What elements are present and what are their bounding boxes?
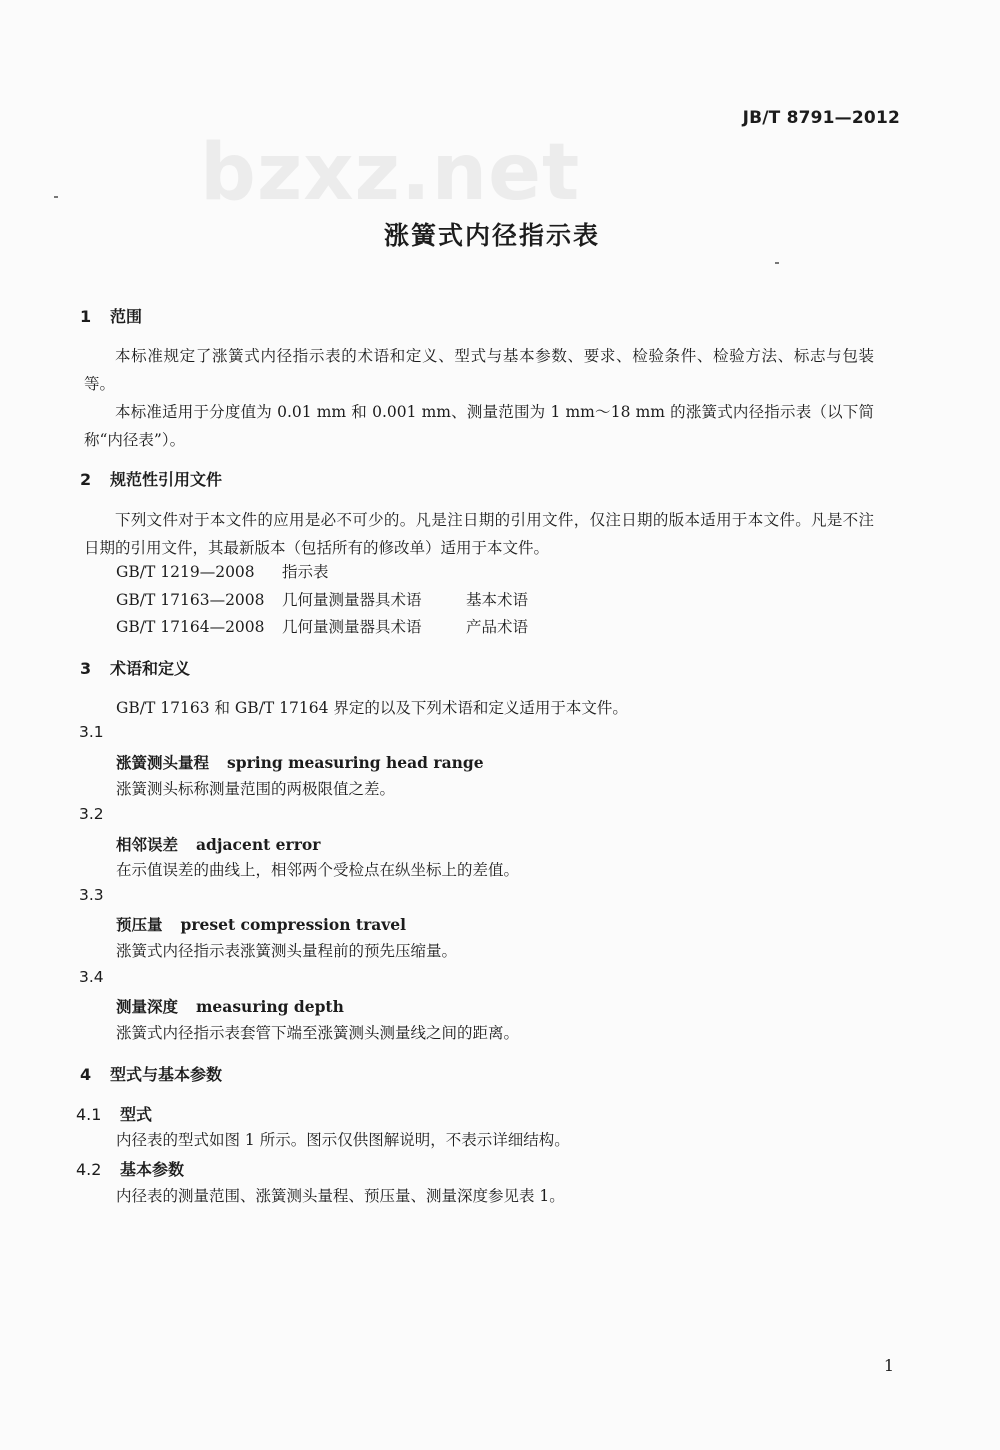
term-number: 3.1 xyxy=(79,723,104,741)
term-heading xyxy=(116,913,406,935)
subsection-number: 4.2 xyxy=(76,1160,102,1179)
reference-code: GB/T 17163—2008 xyxy=(116,591,265,609)
watermark: bzxz.net xyxy=(200,128,581,218)
term-en: adjacent error xyxy=(196,835,321,854)
reference-item xyxy=(116,586,528,614)
section-1-paragraph-2: 本标准适用于分度值为 0.01 mm 和 0.001 mm、测量范围为 1 mm～18 mm 的涨簧式内径指示表（以下简称“内径表”）。 xyxy=(84,403,874,449)
reference-subtitle: 基本术语 xyxy=(466,591,529,609)
subsection-number: 4.1 xyxy=(76,1105,102,1124)
term-number: 3.4 xyxy=(79,968,104,986)
reference-code: GB/T 1219—2008 xyxy=(116,563,255,581)
section-1-paragraph-1: 本标准规定了涨簧式内径指示表的术语和定义、型式与基本参数、要求、检验条件、检验方法、标志与包装等。 xyxy=(84,347,874,393)
section-number: 2 xyxy=(80,470,92,489)
page-number: 1 xyxy=(883,1356,894,1375)
subsection-4-1-text: 内径表的型式如图 1 所示。图示仅供图解说明，不表示详细结构。 xyxy=(116,1131,570,1149)
term-en: measuring depth xyxy=(196,997,344,1016)
reference-code: GB/T 17164—2008 xyxy=(116,618,265,636)
reference-title: 几何量测量器具术语 xyxy=(282,618,422,636)
section-title: 范围 xyxy=(110,307,143,326)
term-en: spring measuring head range xyxy=(227,753,484,772)
scan-speck xyxy=(775,262,779,264)
section-title: 规范性引用文件 xyxy=(110,470,223,489)
reference-item xyxy=(116,558,466,586)
reference-title: 几何量测量器具术语 xyxy=(282,591,422,609)
section-3-intro: GB/T 17163 和 GB/T 17164 界定的以及下列术语和定义适用于本文件。 xyxy=(116,699,628,717)
document-title: 涨簧式内径指示表 xyxy=(383,221,600,250)
term-number: 3.2 xyxy=(79,805,104,823)
subsection-4-2-text: 内径表的测量范围、涨簧测头量程、预压量、测量深度参见表 1。 xyxy=(116,1187,565,1205)
section-1-heading xyxy=(80,304,142,327)
term-definition: 在示值误差的曲线上，相邻两个受检点在纵坐标上的差值。 xyxy=(116,861,520,879)
section-2-intro: 下列文件对于本文件的应用是必不可少的。凡是注日期的引用文件，仅注日期的版本适用于本文件。凡是不注日期的引用文件，其最新版本（包括所有的修改单）适用于本文件。 xyxy=(84,511,874,557)
term-zh: 涨簧测头量程 xyxy=(116,754,210,772)
section-number: 1 xyxy=(80,307,92,326)
term-heading xyxy=(116,833,320,855)
term-definition: 涨簧式内径指示表套管下端至涨簧测头测量线之间的距离。 xyxy=(116,1024,520,1042)
section-number: 4 xyxy=(80,1065,92,1084)
section-title: 型式与基本参数 xyxy=(110,1065,223,1084)
standard-code: JB/T 8791—2012 xyxy=(742,108,900,128)
subsection-title: 基本参数 xyxy=(120,1160,185,1179)
term-heading xyxy=(116,995,344,1017)
section-3-heading xyxy=(80,656,190,679)
term-definition: 涨簧式内径指示表涨簧测头量程前的预先压缩量。 xyxy=(116,942,458,960)
term-heading xyxy=(116,751,484,773)
term-zh: 测量深度 xyxy=(116,998,179,1016)
scan-speck xyxy=(54,196,58,198)
reference-item xyxy=(116,613,528,641)
term-definition: 涨簧测头标称测量范围的两极限值之差。 xyxy=(116,780,396,798)
section-number: 3 xyxy=(80,659,92,678)
subsection-title: 型式 xyxy=(120,1105,153,1124)
reference-subtitle: 产品术语 xyxy=(466,618,529,636)
term-number: 3.3 xyxy=(79,886,104,904)
term-zh: 预压量 xyxy=(116,916,163,934)
section-title: 术语和定义 xyxy=(110,659,191,678)
term-zh: 相邻误差 xyxy=(116,836,179,854)
reference-title: 指示表 xyxy=(282,563,329,581)
subsection-4-1-heading xyxy=(76,1102,152,1125)
section-4-heading xyxy=(80,1062,222,1085)
term-en: preset compression travel xyxy=(180,915,407,934)
subsection-4-2-heading xyxy=(76,1157,184,1180)
section-2-heading xyxy=(80,467,222,490)
